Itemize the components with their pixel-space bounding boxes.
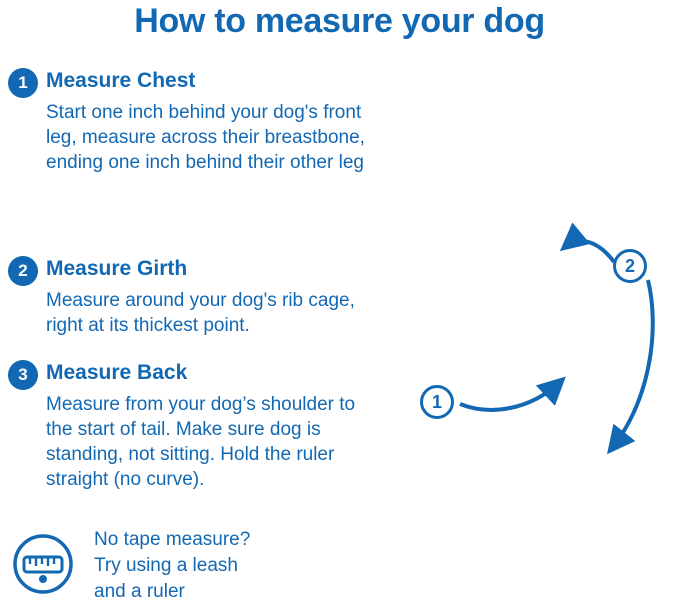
callout-marker-1: 1: [420, 385, 454, 419]
step-2-heading: Measure Girth: [46, 257, 188, 280]
tape-measure-icon: [12, 533, 74, 595]
step-1-body: Start one inch behind your dog's front leg, measure across their breastbone, ending one inch behind their other leg: [46, 102, 365, 173]
step-3-heading: Measure Back: [46, 361, 188, 384]
dog-photo: [375, 40, 679, 616]
no-tape-measure-note: [8, 527, 388, 613]
photo-background: [375, 40, 679, 616]
page-title: How to measure your dog: [134, 2, 545, 40]
step-2-body: Measure around your dog's rib cage, right at its thickest point.: [46, 290, 355, 336]
step-1-heading: Measure Chest: [46, 69, 196, 92]
step-3-body: Measure from your dog’s shoulder to the start of tail. Make sure dog is standing, not sitting. Hold the ruler straight (no curve).: [46, 394, 356, 490]
step-1-badge: 1: [8, 68, 38, 98]
step-2-badge: 2: [8, 256, 38, 286]
footer-line-2: Try using a leash: [94, 555, 238, 576]
footer-line-3: and a ruler: [94, 581, 185, 602]
step-3-badge: 3: [8, 360, 38, 390]
footer-line-1: No tape measure?: [94, 529, 251, 550]
callout-marker-2: 2: [613, 249, 647, 283]
no-tape-measure-text: [94, 527, 384, 605]
